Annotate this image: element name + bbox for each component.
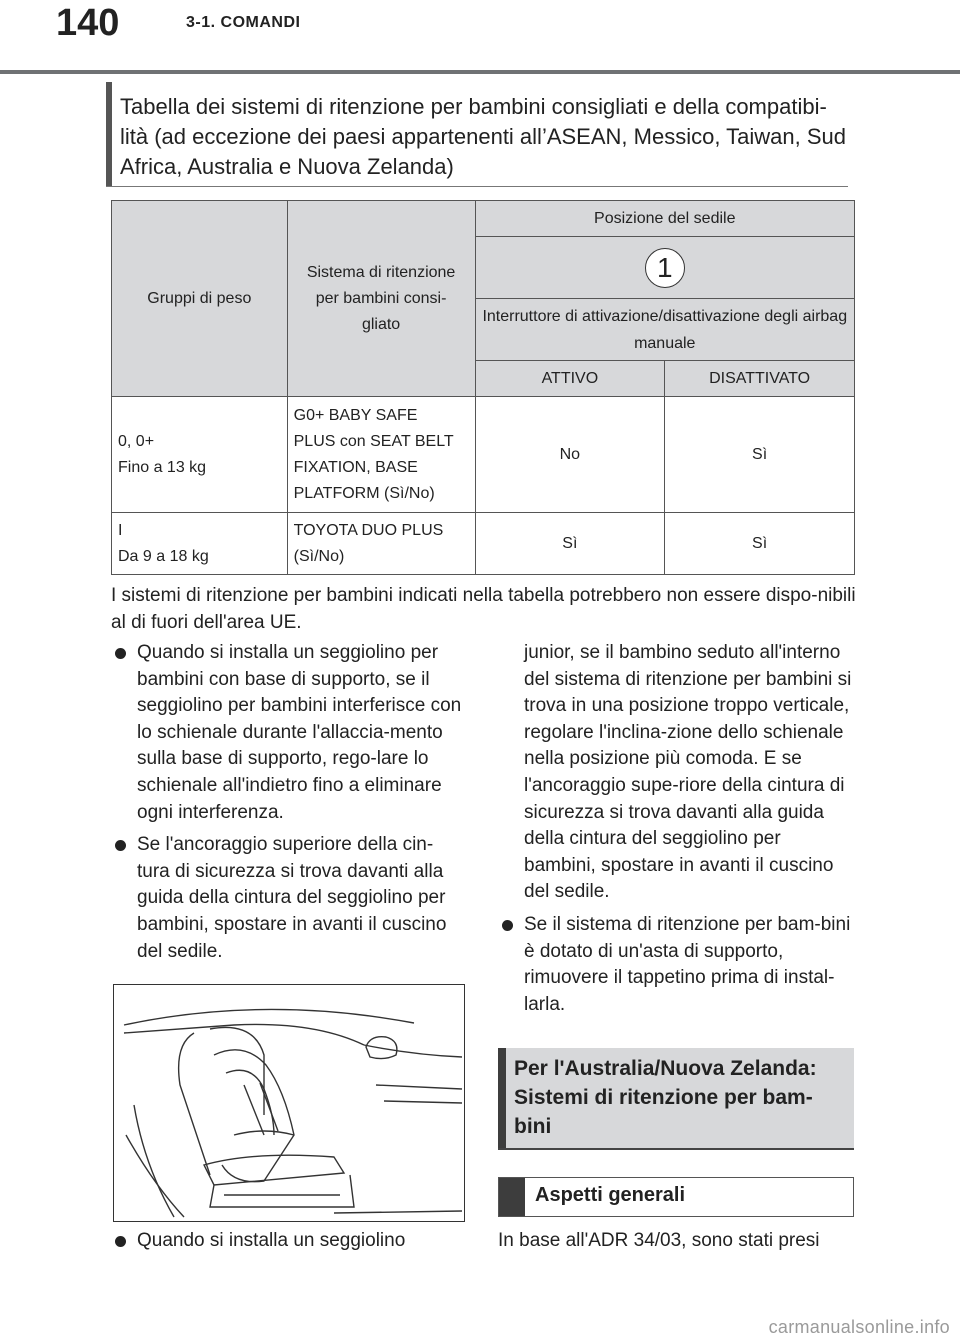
continued-text: junior, se il bambino seduto all'interno del sistema di ritenzione per bambini si trova in una posizione troppo verticale, regolare l'inclina-zione dello schienale nella posizione più comoda. E se l'ancoraggio supe-riore della cintura di sicurezza si trova davanti alla guida della cintura del seggiolino per bambini, spostare in avanti il cuscino del sedile.: [524, 642, 852, 903]
child-seat-illustration: [113, 984, 465, 1222]
list-item: [111, 640, 463, 826]
airbag-switch-label: Interruttore di attivazione/disattivazione degli airbag manuale: [482, 307, 848, 352]
on-label: ATTIVO: [541, 369, 599, 387]
header-seat-number: [475, 237, 854, 299]
heading-accent-bar: [498, 1048, 506, 1148]
bullet-icon: [502, 920, 513, 931]
bullet-text: Quando si installa un seggiolino: [137, 1230, 406, 1251]
off-label: DISATTIVATO: [709, 369, 811, 387]
caption-divider: [106, 186, 848, 187]
header-restraint-system: [287, 201, 475, 397]
weight-range: Fino a 13 kg: [118, 458, 207, 476]
heading-text: Per l'Australia/Nuova Zelanda: Sistemi di ritenzione per bam-bini: [514, 1057, 817, 1138]
subheading: [498, 1177, 854, 1217]
list-item: [111, 832, 463, 965]
off-cell: Sì: [665, 397, 855, 513]
system-cell: [287, 397, 475, 513]
weight-range: Da 9 a 18 kg: [118, 547, 209, 565]
system-line: TOYOTA DUO PLUS: [293, 521, 444, 539]
caption-accent-bar: [106, 82, 112, 186]
bullet-icon: [115, 648, 126, 659]
header-airbag-switch: [475, 299, 854, 361]
bullet-text: Se l'ancoraggio superiore della cin-tura di sicurezza si trova davanti alla guida della cintura del seggiolino per bambini, spostare in avanti il cuscino del sedile.: [137, 834, 447, 962]
seat-number-icon: 1: [645, 248, 685, 288]
system-line: (Sì/No): [293, 547, 345, 565]
weight-group: 0, 0+: [118, 432, 155, 450]
bullet-icon: [115, 840, 126, 851]
header-weight-groups: [112, 201, 288, 397]
availability-note: I sistemi di ritenzione per bambini indicati nella tabella potrebbero non essere dispo-nibili al di fuori dell'area UE.: [111, 585, 856, 633]
bullet-icon: [115, 1236, 126, 1247]
table-caption: Tabella dei sistemi di ritenzione per bambini consigliati e della compatibi-lità (ad eccezione dei paesi appartenenti all’ASEAN, Messico, Taiwan, Sud Africa, Australia e Nuova Zelanda): [120, 94, 846, 179]
page-number: 140: [56, 2, 120, 44]
header-system-label: Sistema di ritenzione per bambini consi-gliato: [306, 263, 456, 333]
heading-divider: [498, 1148, 854, 1150]
system-line: FIXATION, BASE: [293, 458, 418, 476]
header-seat-position: [475, 201, 854, 237]
bullet-text: Se il sistema di ritenzione per bam-bini è dotato di un'asta di supporto, rimuovere il tappetino prima di instal-larla.: [524, 913, 851, 1015]
header-on: [475, 361, 665, 397]
subheading-accent-bar: [499, 1178, 525, 1216]
on-cell: No: [475, 397, 665, 513]
right-column: [498, 640, 856, 1024]
weight-cell: [112, 397, 288, 513]
child-restraint-table: [111, 200, 855, 575]
table-row: [112, 513, 855, 575]
off-cell: Sì: [665, 513, 855, 575]
subheading-text: Aspetti generali: [535, 1184, 686, 1206]
seat-position-label: Posizione del sedile: [594, 209, 736, 227]
bottom-bullet: [111, 1228, 463, 1261]
weight-group: I: [118, 521, 123, 539]
header-divider: [0, 70, 960, 74]
section-title: 3-1. COMANDI: [186, 14, 301, 31]
list-item: [111, 1228, 463, 1255]
system-line: PLUS con SEAT BELT: [293, 432, 454, 450]
watermark: carmanualsonline.info: [768, 1317, 950, 1337]
system-line: G0+ BABY SAFE: [293, 406, 418, 424]
on-cell: Sì: [475, 513, 665, 575]
bullet-text: Quando si installa un seggiolino per bambini con base di supporto, se il seggiolino per bambini interferisce con lo schienale durante l'allaccia-mento sulla base di supporto, rego-lare lo schienale all'indietro fino a eliminare ogni interferenza.: [137, 642, 462, 823]
left-column: [111, 640, 463, 971]
table-row: [112, 397, 855, 513]
header-off: [665, 361, 855, 397]
section-heading: [498, 1048, 854, 1148]
weight-cell: [112, 513, 288, 575]
child-seat-drawing: [114, 985, 464, 1221]
system-cell: [287, 513, 475, 575]
header-weight-label: Gruppi di peso: [147, 289, 252, 307]
list-item: [498, 912, 856, 1018]
adr-text: In base all'ADR 34/03, sono stati presi: [498, 1230, 820, 1251]
system-line: PLATFORM (Sì/No): [293, 484, 435, 502]
